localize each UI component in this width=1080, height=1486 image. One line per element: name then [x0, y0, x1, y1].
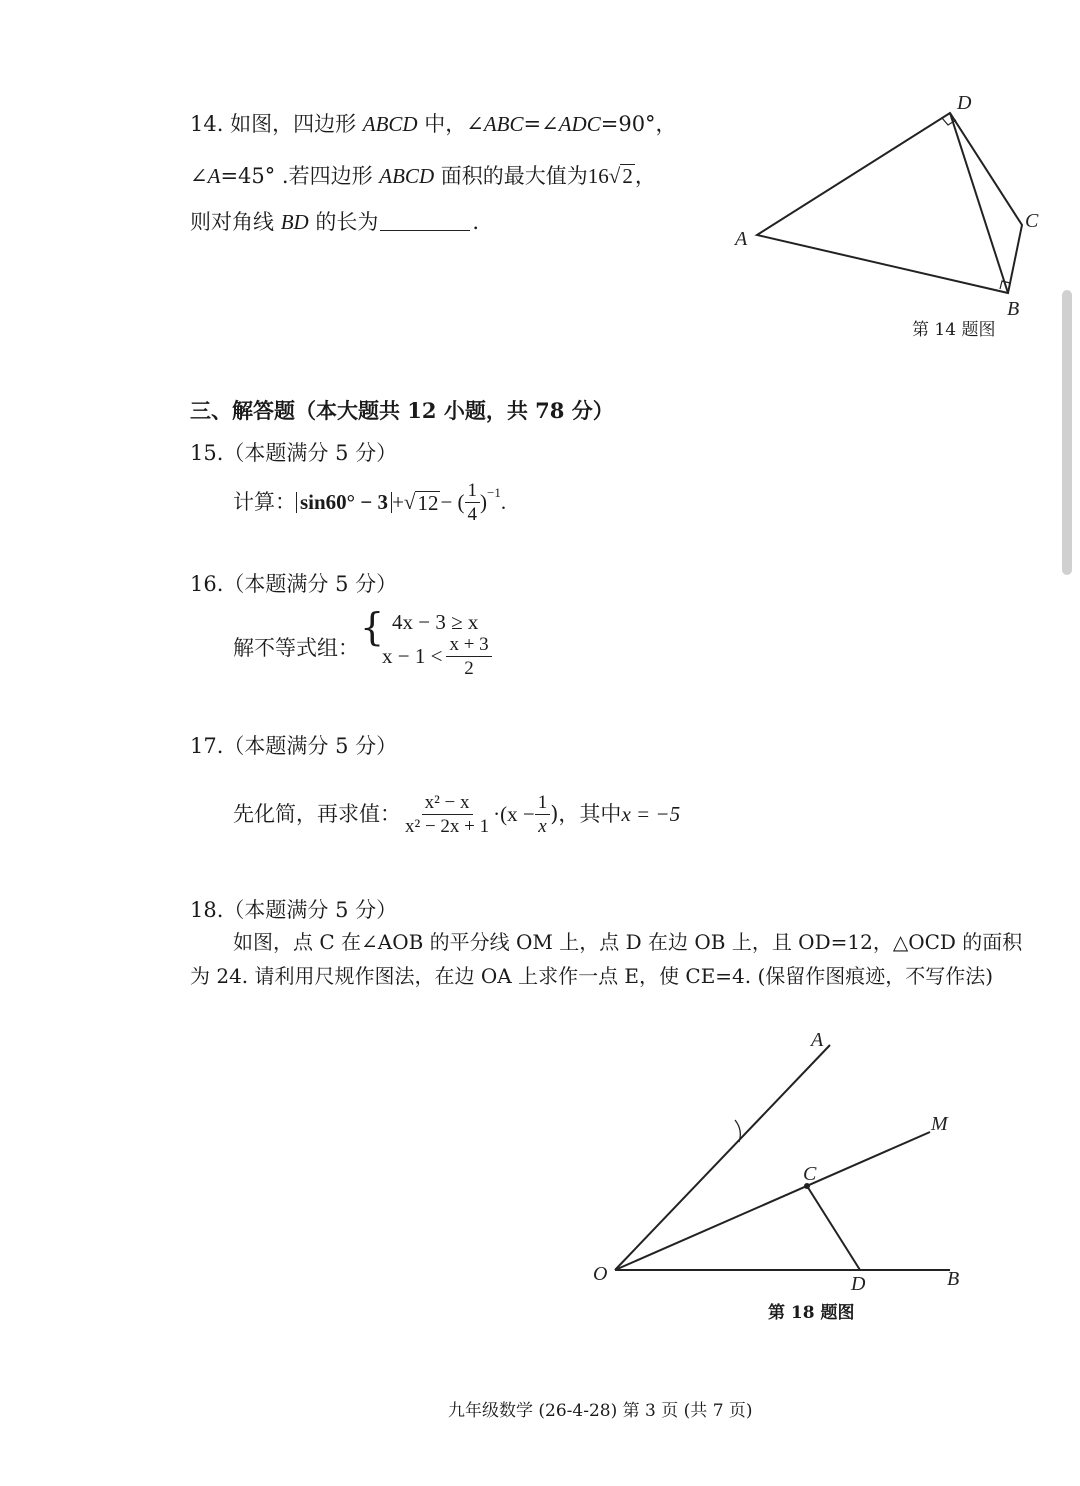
- q18-line2: 为 24. 请利用尺规作图法，在边 OA 上求作一点 E，使 CE=4. (保留作图痕迹，不写作法): [190, 964, 994, 988]
- label-a: A: [735, 228, 748, 250]
- q14-radicand: 2: [622, 164, 633, 188]
- label-c: C: [1025, 210, 1039, 232]
- diagonal-bd: [950, 113, 1008, 293]
- q16-ineq1: 4x − 3 ≥ x: [392, 610, 479, 634]
- q18-figure-caption: 第 18 题图: [768, 1303, 855, 1323]
- abs-value: sin60° − 3: [296, 492, 392, 513]
- q14-figure: [720, 85, 1060, 325]
- label-d: D: [957, 92, 972, 114]
- label-m: M: [931, 1113, 948, 1135]
- page-footer: 九年级数学 (26-4-28) 第 3 页 (共 7 页): [448, 1401, 753, 1421]
- label-d: D: [851, 1273, 866, 1295]
- q17-expression: 先化简，再求值： $\frac{\text{x² − x}}{\text{x² − 2x + 1}}$ ·(x − $\frac{1}{x}$ )，其中 x = −5: [233, 791, 681, 837]
- label-a: A: [811, 1029, 824, 1051]
- q15-header: 15.（本题满分 5 分）: [190, 441, 398, 465]
- q15-radicand: 12: [417, 490, 439, 515]
- q14-figure-caption: 第 14 题图: [912, 320, 996, 340]
- q16-ineq2: x − 1 < $\frac{x + 3}{2}$: [382, 635, 492, 678]
- q15-fraction: $\frac{1}{4}$: [465, 481, 481, 524]
- q15-exponent: −1: [487, 484, 501, 500]
- q17-fraction-inner: $\frac{1}{x}$: [535, 793, 551, 836]
- label-b: B: [947, 1268, 960, 1290]
- label-b: B: [1007, 298, 1020, 320]
- segment-cd: [807, 1186, 860, 1270]
- q14-line2: ∠A=45° .若四边形 ABCD 面积的最大值为16√2，: [190, 164, 656, 188]
- q14-line3: 则对角线 BD 的长为 .: [190, 210, 480, 234]
- q15-expression: 计算： sin60° − 3 + √ 12 − ( $\frac{1}{4}$ ) $^{-1}$ .: [233, 479, 507, 525]
- quadrilateral-abcd: [757, 113, 1022, 293]
- label-c: C: [803, 1163, 817, 1185]
- q18-header: 18.（本题满分 5 分）: [190, 898, 398, 922]
- q16-header: 16.（本题满分 5 分）: [190, 572, 398, 596]
- section-heading: 三、解答题（本大题共 12 小题，共 78 分）: [190, 398, 614, 423]
- q18-figure: [585, 1020, 985, 1300]
- construction-arc: [735, 1120, 740, 1142]
- q17-header: 17.（本题满分 5 分）: [190, 734, 398, 758]
- label-o: O: [593, 1263, 608, 1285]
- q14-line1: 14. 如图，四边形 ABCD 中，∠ABC=∠ADC=90°，: [190, 112, 677, 136]
- scrollbar[interactable]: [1062, 290, 1072, 575]
- q16-fraction: $\frac{x + 3}{2}$: [446, 635, 491, 678]
- q16-prompt: 解不等式组：: [233, 636, 359, 660]
- brace: {: [360, 605, 385, 649]
- q17-fraction-main: $\frac{\text{x² − x}}{\text{x² − 2x + 1}}$: [405, 791, 490, 837]
- answer-blank: [380, 230, 470, 231]
- ray-om: [615, 1132, 930, 1270]
- ray-oa: [615, 1045, 830, 1270]
- q18-line1: 如图，点 C 在∠AOB 的平分线 OM 上，点 D 在边 OB 上，且 OD=12，△OCD 的面积: [233, 930, 1023, 954]
